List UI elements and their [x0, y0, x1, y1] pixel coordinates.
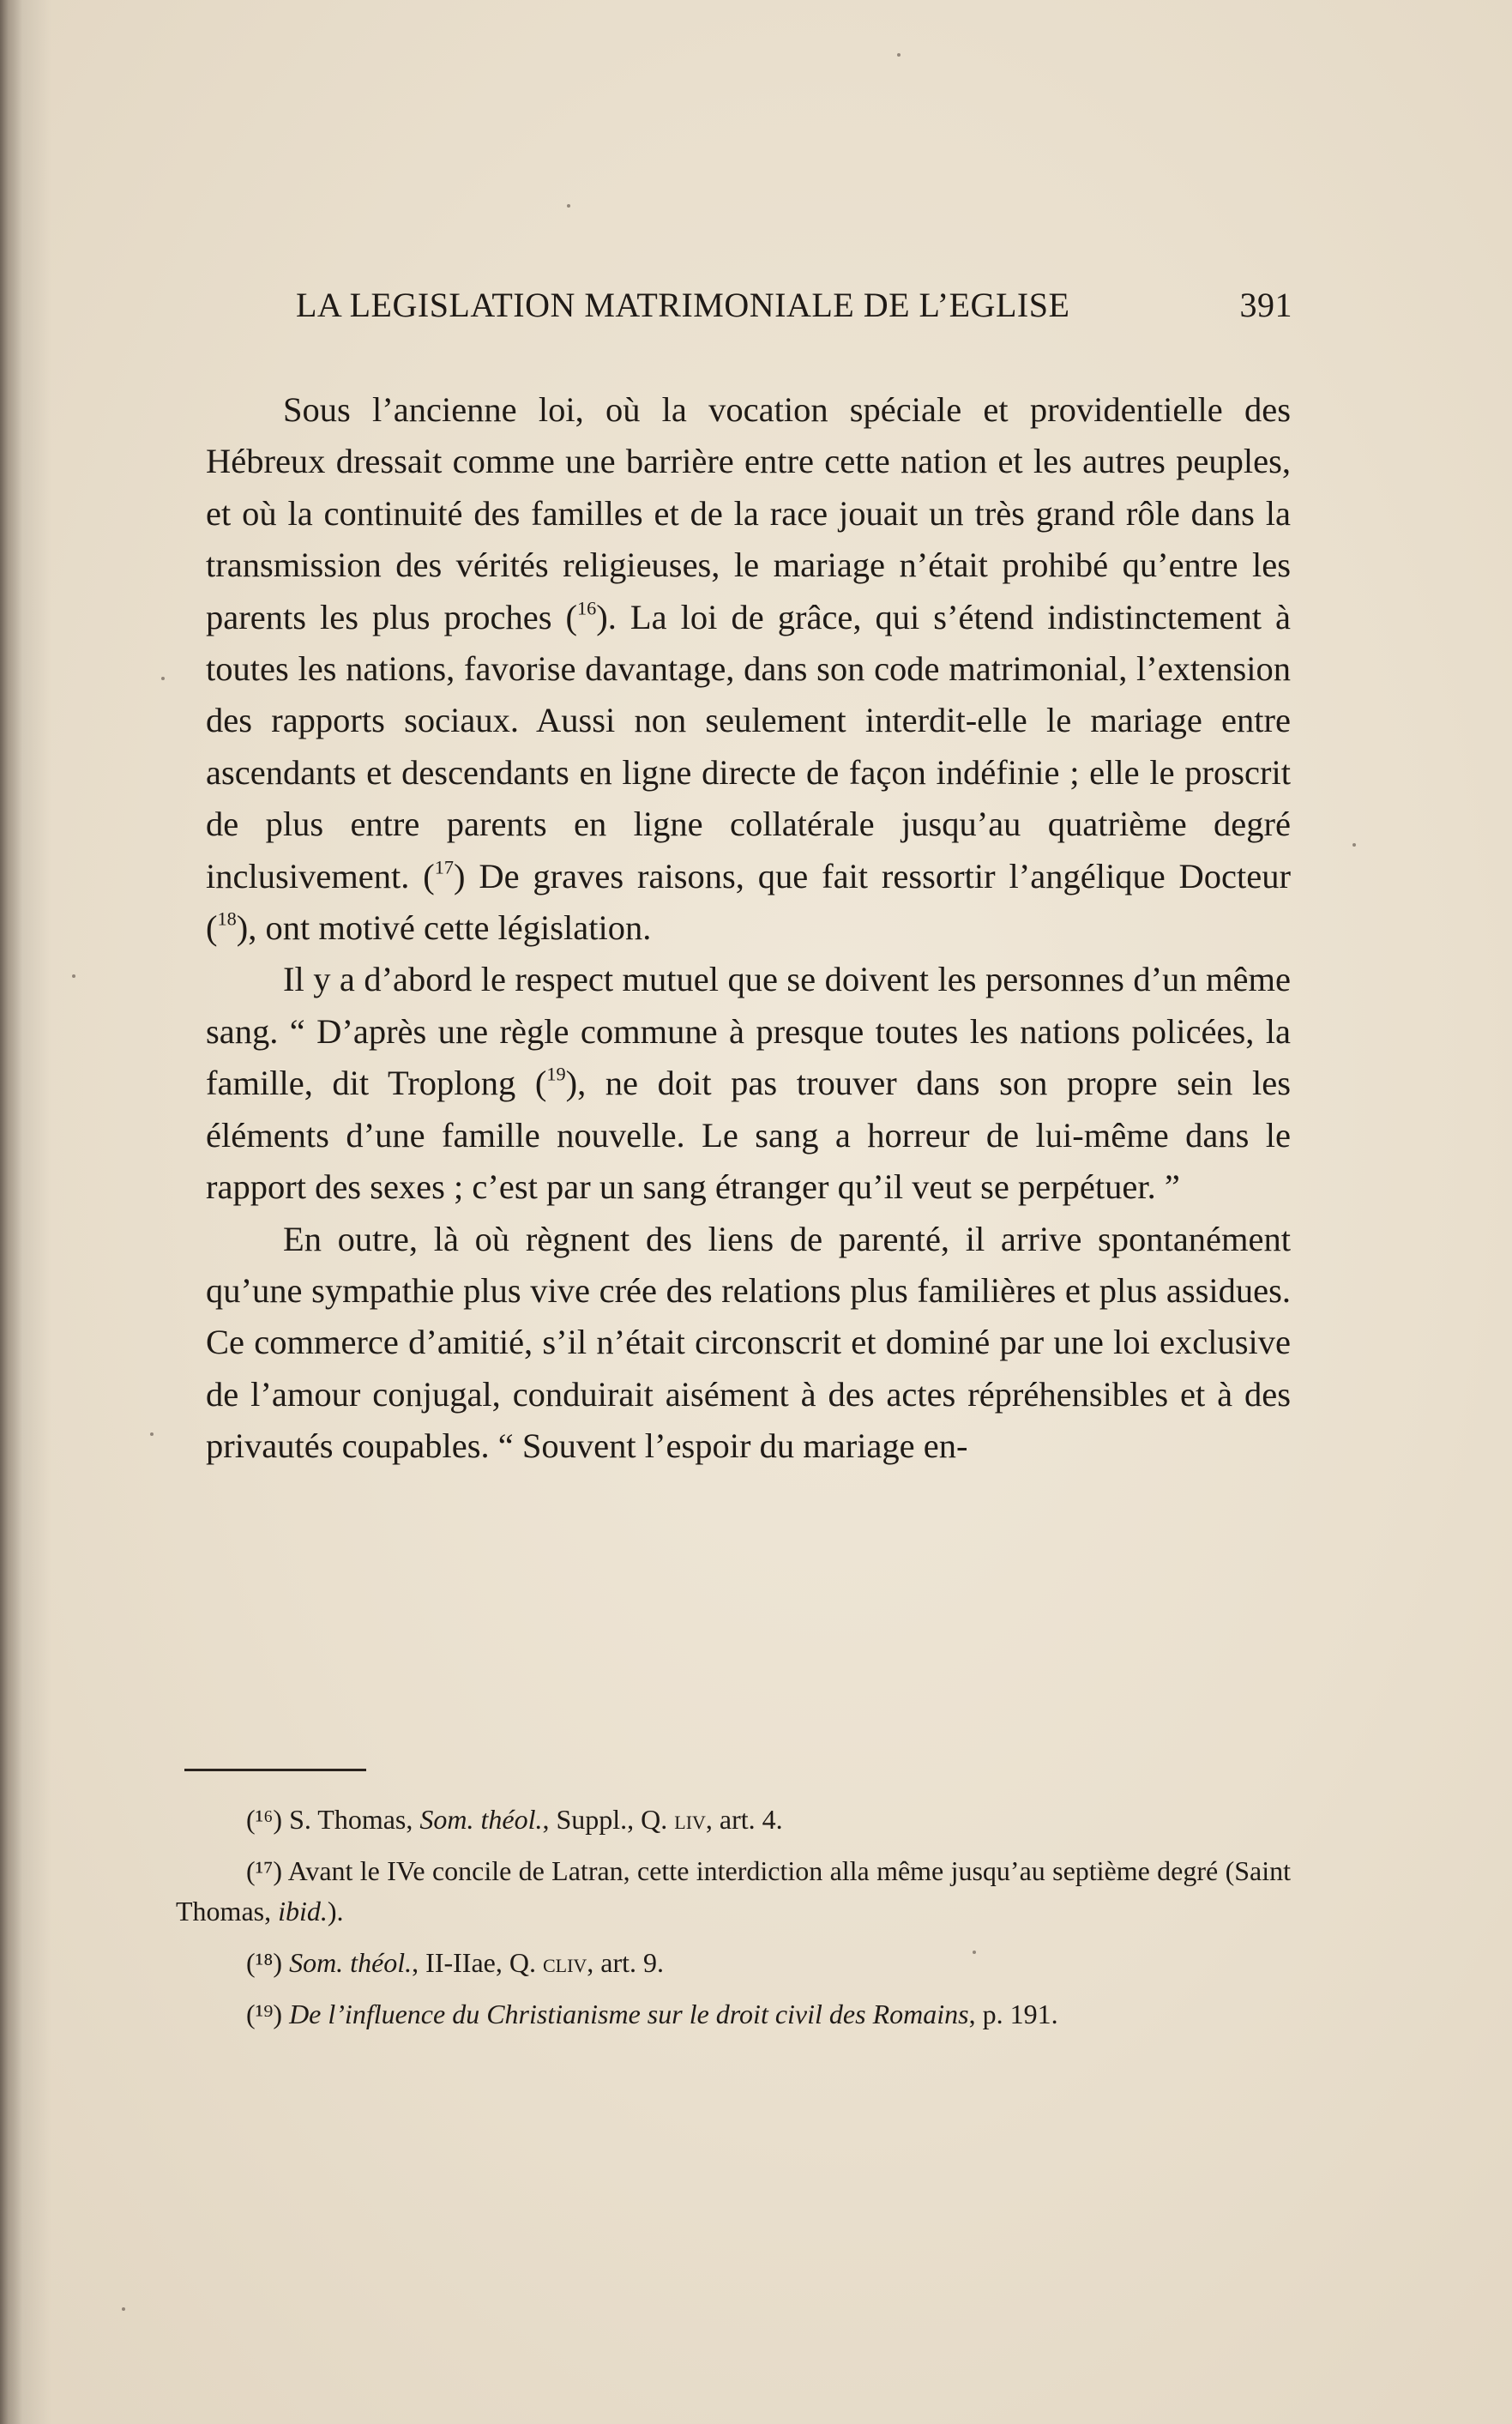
- paragraph-1-text-d: ), ont motivé cette législation.: [236, 908, 652, 948]
- note-ref-19: 19: [546, 1063, 566, 1085]
- paragraph-2: [206, 954, 1291, 1213]
- footnote-19-mark: (¹⁹): [246, 1999, 283, 2029]
- binding-shadow: [0, 0, 22, 2424]
- paragraph-2-text-a: Il y a d’abord le respect mutuel que se doivent les personnes d’un même sang. “ D’après une règle commune à presque toutes les nations policées, la famille, dit Troplong (: [206, 960, 1291, 1103]
- paper-speck: [973, 1951, 976, 1954]
- footnote-16-text-c: , Suppl., Q.: [542, 1804, 675, 1835]
- paragraph-1-text-a: Sous l’ancienne loi, où la vocation spéciale et providentielle des Hébreux dressait comme une barrière entre cette nation et les autres peuples, et où la continuité des familles et de la race jouait un très grand rôle dans la transmission des vérités religieuses, le mariage n’était prohibé qu’entre les parents les plus proches (: [206, 390, 1291, 636]
- footnotes: [176, 1800, 1291, 2046]
- footnote-17-mark: (¹⁷): [246, 1855, 283, 1886]
- footnote-16-text-a: S. Thomas,: [282, 1804, 420, 1835]
- page-number: 391: [1239, 286, 1292, 324]
- footnote-19-work: De l’influence du Christianisme sur le droit civil des Romains: [289, 1999, 969, 2029]
- footnote-16: [176, 1800, 1291, 1840]
- paper-speck: [1352, 843, 1356, 847]
- note-ref-16: 16: [577, 596, 597, 618]
- footnote-18-mark: (¹⁸): [246, 1947, 283, 1978]
- footnote-18-text-a: [282, 1947, 289, 1978]
- paragraph-3: [206, 1214, 1291, 1473]
- footnote-16-work: Som. théol.: [419, 1804, 543, 1835]
- note-ref-17: 17: [434, 855, 454, 877]
- paper-speck: [897, 53, 901, 57]
- paragraph-3-text: En outre, là où règnent des liens de parenté, il arrive spontanément qu’une sympathie plus vive crée des relations plus familières et plus assidues. Ce commerce d’amitié, s’il n’était circonscrit et dominé par une loi exclusive de l’amour conjugal, conduirait aisément à des actes répréhensibles et à des privautés coupables. “ Souvent l’espoir du mariage en-: [206, 1219, 1291, 1466]
- footnote-19-text-a: [282, 1999, 289, 2029]
- paper-speck: [567, 204, 570, 208]
- footnote-17-text-a: Avant le IVe concile de Latran, cette interdiction alla même jusqu’au septième degré (Saint Thomas,: [176, 1855, 1291, 1927]
- footnote-17: [176, 1851, 1291, 1932]
- footnote-18-question: cliv: [542, 1947, 587, 1978]
- paragraph-2-text-b: ), ne doit pas trouver dans son propre sein les éléments d’une famille nouvelle. Le sang a horreur de lui-même dans le rapport des sexes ; c’est par un sang étranger qu’il veut se perpétuer. ”: [206, 1064, 1291, 1207]
- footnote-18-text-e: , art. 9.: [587, 1947, 665, 1978]
- footnote-19-text-c: , p. 191.: [968, 1999, 1058, 2029]
- footnote-18-work: Som. théol.: [289, 1947, 413, 1978]
- footnote-17-ibid: ibid.: [278, 1896, 328, 1927]
- footnote-rule: [184, 1769, 366, 1771]
- running-head: [296, 285, 1292, 328]
- footnote-18-text-c: , II-IIae, Q.: [412, 1947, 543, 1978]
- footnote-16-mark: (¹⁶): [246, 1804, 283, 1835]
- paragraph-1-text-c: ) De graves raisons, que fait ressortir l’angélique Docteur (: [206, 856, 1291, 948]
- paragraph-1: [206, 384, 1291, 954]
- footnote-18: [176, 1943, 1291, 1983]
- paper-speck: [161, 677, 165, 680]
- footnote-16-question: liv: [674, 1804, 706, 1835]
- running-head-title: LA LEGISLATION MATRIMONIALE DE L’EGLISE: [296, 286, 1070, 324]
- note-ref-18: 18: [217, 907, 237, 930]
- paper-speck: [150, 1432, 154, 1436]
- body-text: [206, 384, 1291, 1473]
- footnote-19: [176, 1994, 1291, 2035]
- paragraph-1-text-b: ). La loi de grâce, qui s’étend indistinctement à toutes les nations, favorise davantage, dans son code matrimonial, l’extension des rapports sociaux. Aussi non seulement interdit-elle le mariage entre ascendants et descendants en ligne directe de façon indéfinie ; elle le proscrit de plus entre parents en ligne collatérale jusqu’au quatrième degré inclusivement. (: [206, 597, 1292, 895]
- footnote-16-text-e: , art. 4.: [705, 1804, 783, 1835]
- paper-speck: [72, 974, 75, 978]
- paper-speck: [122, 2307, 125, 2311]
- footnote-17-text-c: ).: [327, 1896, 344, 1927]
